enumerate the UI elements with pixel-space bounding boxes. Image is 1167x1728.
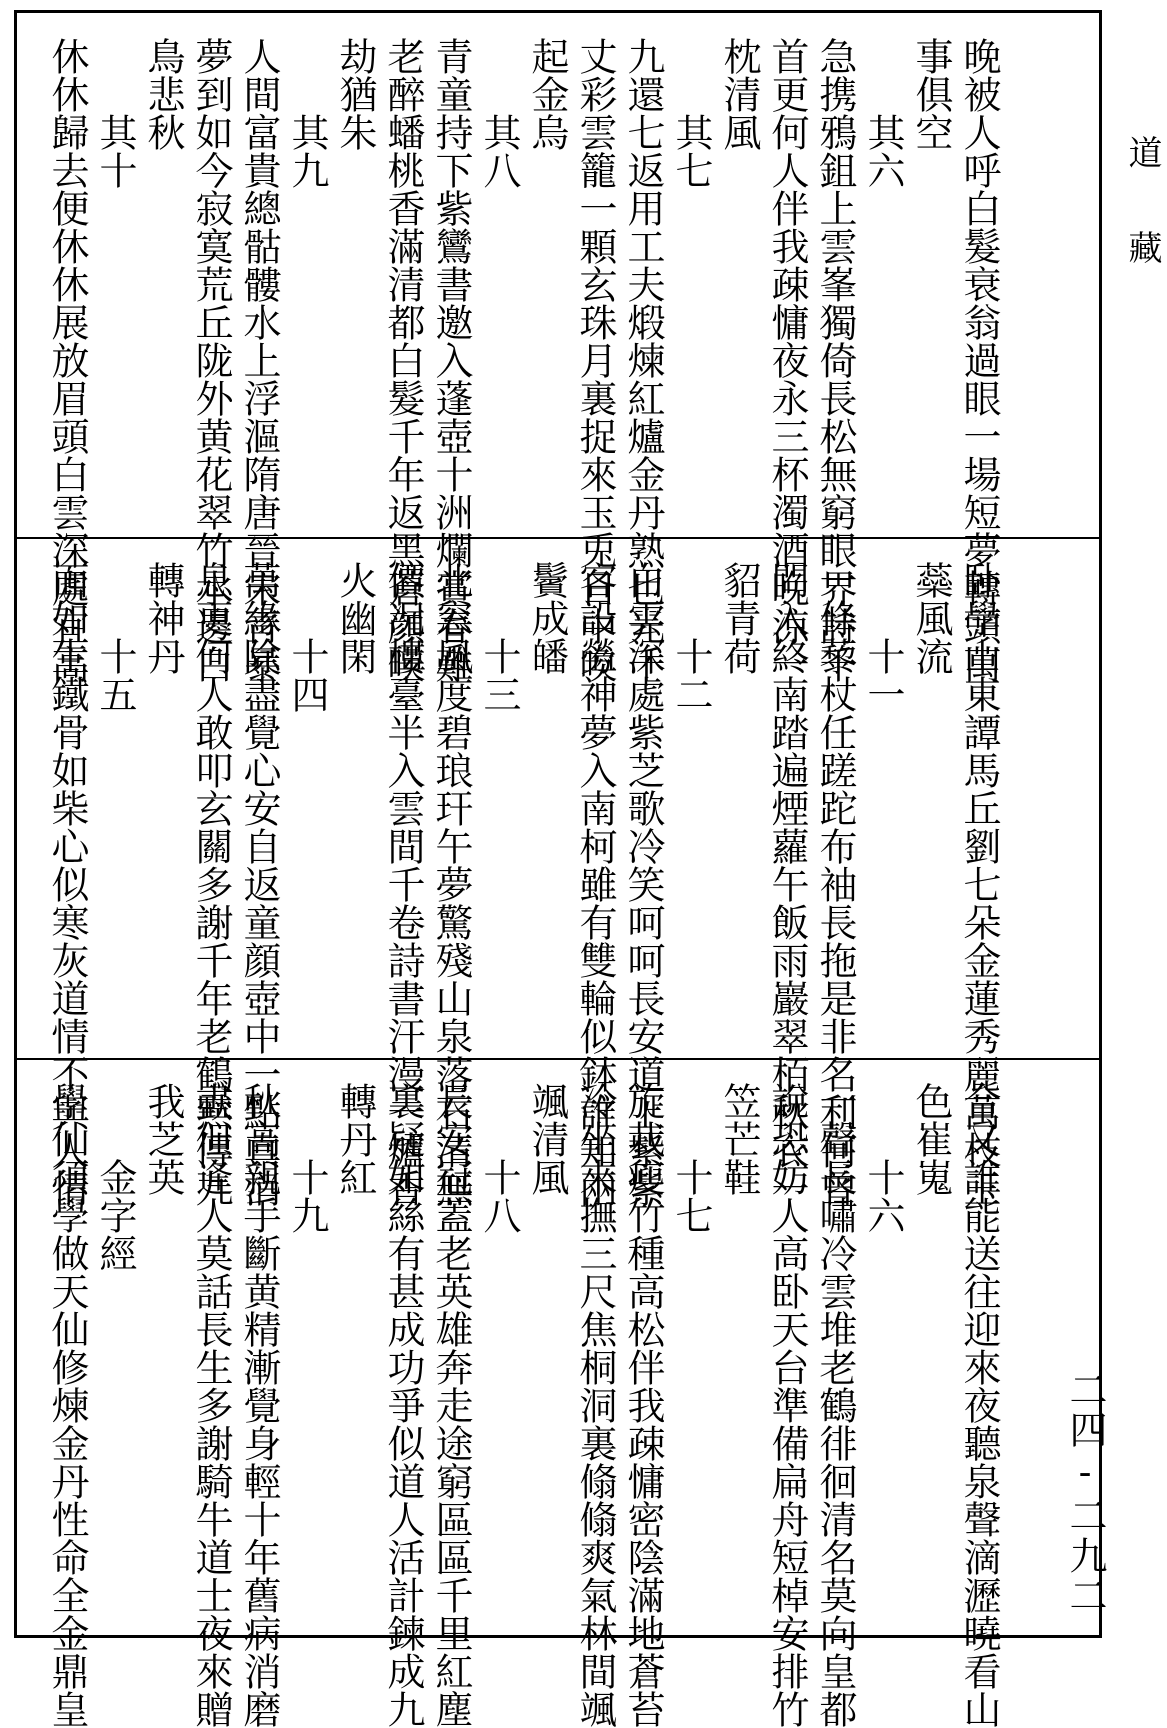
text-column: 色崔嵬	[909, 1082, 953, 1196]
text-column: 夢到如今寂寞荒丘陇外黄花翠竹水邊白	[189, 37, 233, 683]
text-column: 事俱空	[909, 37, 953, 151]
text-column: 一聲長嘯冷雲堆老鶴徘徊清名莫向皇都	[813, 1082, 857, 1728]
text-column: 十四	[285, 561, 329, 713]
text-column: 枕清風	[717, 37, 761, 151]
text-column: 其十	[93, 37, 137, 189]
text-column: 九還七返用工夫煅煉紅爐金丹熟也光千	[621, 37, 665, 683]
text-column: 十七	[669, 1082, 713, 1234]
text-column: 十二	[669, 561, 713, 713]
text-column: 學仙須學做天仙修煉金丹性命全金鼎皇	[45, 1082, 89, 1728]
text-column: 面如生鐵骨如柴心似寒灰道情不與人情	[45, 561, 89, 1207]
side-label-zang: 藏	[1122, 230, 1162, 264]
text-column: 蘂風流	[909, 561, 953, 675]
text-column: 貂青荷	[717, 561, 761, 675]
text-column: 轉丹紅	[333, 1082, 377, 1196]
text-column: 萬緣除盡覺心安自返童顔壺中一點真消	[237, 561, 281, 1207]
text-column: 劫猶朱	[333, 37, 377, 151]
text-column: 息更何人敢叩玄關多謝千年老鶴黙傳九	[189, 561, 233, 1207]
text-column: 其六	[861, 37, 905, 189]
text-column: 丈彩雲籠一顆玄珠月裏捉來玉兎日中喚	[573, 37, 617, 683]
text-column: 合又誰能送往迎來夜聽泉聲滴瀝曉看山	[957, 1082, 1001, 1728]
text-column: 客設勞神夢入南柯雖有雙輪似鉢誰知兩	[573, 561, 617, 1207]
text-column: 笠芒鞋	[717, 1082, 761, 1196]
text-column: 十九	[285, 1082, 329, 1234]
column-group	[43, 1082, 1003, 1728]
text-column: 問入終南踏遍煙蘿午飯雨巖翠栢秋衣一	[765, 561, 809, 1207]
text-column: 急携鴉鉏上雲峯獨倚長松無窮眼界詩千	[813, 37, 857, 683]
text-column: 轉神丹	[141, 561, 185, 675]
text-column: 說恐妨人高卧天台準備扁舟短棹安排竹	[765, 1082, 809, 1728]
text-column: 老醉蟠桃香滿清都白髮千年返黑蒼顔暎	[381, 37, 425, 683]
text-column: 十五	[93, 561, 137, 713]
text-column: 人間富貴總骷髏水上浮漚隋唐晉宋靑暴	[237, 37, 281, 683]
text-column: 裏疑如絲有甚成功爭似道人活計鍊成九	[381, 1082, 425, 1728]
text-column: 旋栽瘦竹種高松伴我疎慵密陰滿地蒼苔	[621, 1082, 665, 1728]
text-column: 首更何人伴我疎慵夜永三杯濁酒晚涼一	[765, 37, 809, 683]
text-column: 十三	[477, 561, 521, 713]
text-panel-bottom	[17, 1058, 1099, 1728]
text-column: 十六	[861, 1082, 905, 1234]
page-number: 二四-二九二	[1063, 1370, 1107, 1616]
text-column: 十八	[477, 1082, 521, 1234]
text-column: 白雲深處紫芝歌冷笑呵呵長安道上紫紫	[621, 561, 665, 1207]
page-frame	[14, 10, 1102, 1728]
text-column: 北窓風度碧琅玕午夢驚殘山泉落石清無	[429, 561, 473, 1207]
text-column: 其九	[285, 37, 329, 189]
text-column: 秋高親手斷黄精漸覺身輕十年舊病消磨	[237, 1082, 281, 1728]
text-column: 鬢成皤	[525, 561, 569, 675]
text-column: 金字經	[93, 1082, 137, 1272]
text-column: 休休歸去便休休展放眉頭白雲深處宜高	[45, 37, 89, 683]
text-column: 盡但逢人莫話長生多謝騎牛道士夜來贈	[189, 1082, 233, 1728]
text-column: 價况樓臺半入雲間千卷詩書汗漫一爐香	[381, 561, 425, 1207]
text-column: 卧學山東譚馬丘劉七朵金蓮秀麗萬枝玉	[957, 561, 1001, 1207]
text-column: 我芝英	[141, 1082, 185, 1196]
text-column: 晚被人呼白髮衰翁過眼一場短夢轉頭萬	[957, 37, 1001, 683]
text-column: 火幽閑	[333, 561, 377, 675]
text-column: 起金烏	[525, 37, 569, 151]
text-column: 十一	[861, 561, 905, 713]
text-column: 其八	[477, 37, 521, 189]
text-column: 颯清風	[525, 1082, 569, 1196]
text-column: 冷坐來撫三尺焦桐洞裏翛翛爽氣林間颯	[573, 1082, 617, 1728]
text-column: 其七	[669, 37, 713, 189]
side-label-dao: 道	[1122, 135, 1162, 169]
text-column: 鳥悲秋	[141, 37, 185, 151]
text-column: 長安冠蓋老英雄奔走途窮區區千里紅塵	[429, 1082, 473, 1728]
text-column: 青童持下紫鸞書邀入蓬壺十洲爛賞春難	[429, 37, 473, 683]
text-column: 一條藜杖任蹉跎布袖長拖是非名利何曾	[813, 561, 857, 1207]
